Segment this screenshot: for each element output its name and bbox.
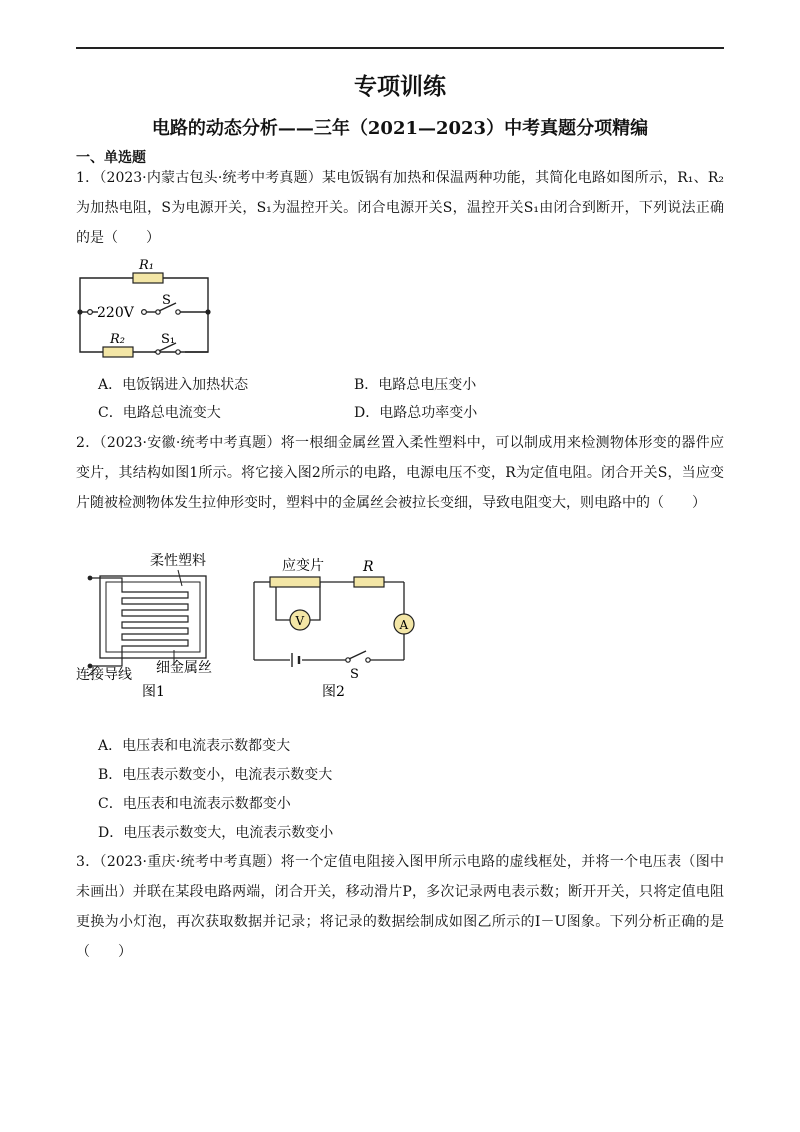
fig1-caption: 图1 [142, 684, 165, 698]
fixed-resistor [354, 577, 384, 587]
r2-resistor [103, 347, 133, 357]
q2-option-b: B．电压表示数变小，电流表示数变大 [98, 767, 333, 783]
q1-stem: 1．（2023·内蒙古包头·统考中考真题）某电饭锅有加热和保温两种功能，其简化电路如图所示，R₁、R₂为加热电阻，S为电源开关，S₁为温控开关。闭合电源开关S，温控开关S₁由闭合到断开，下列说法正确的是（ ） [76, 170, 724, 246]
q2-option-c: C．电压表和电流表示数都变小 [98, 796, 291, 812]
voltage-label: 220V [97, 305, 134, 321]
q2-option-d: D．电压表示数变大，电流表示数变小 [98, 825, 334, 841]
r1-resistor [133, 273, 163, 283]
fig2-caption: 图2 [322, 684, 345, 700]
svg-text:A: A [399, 618, 409, 632]
header-rule [76, 47, 724, 49]
q2-fig2-circuit [246, 556, 426, 706]
lead-wire-label: 连接导线 [76, 667, 132, 683]
q1-option-a: A．电饭锅进入加热状态 [98, 377, 249, 393]
page-title: 专项训练 [354, 73, 446, 100]
switch-label: S [350, 667, 359, 682]
r-label: R [363, 559, 374, 575]
q3-stem: 3．（2023·重庆·统考中考真题）将一个定值电阻接入图甲所示电路的虚线框处，并将一个电压表（图中未画出）并联在某段电路两端，闭合开关，移动滑片P，多次记录两电表示数；断开开关，只将定值电阻更换为小灯泡，再次获取数据并记录；将记录的数据绘制成如图乙所示的I－U图象。下列分析正确的是（ ） [76, 854, 724, 960]
q2-stem: 2．（2023·安徽·统考中考真题）将一根细金属丝置入柔性塑料中，可以制成用来检测物体形变的器件应变片，其结构如图1所示。将它接入图2所示的电路，电源电压不变，R为定值电阻。闭合开关S，当应变片随被检测物体发生拉伸形变时，塑料中的金属丝会被拉长变细，导致电阻变大，则电路中的（ ） [76, 435, 724, 511]
q2-option-a: A．电压表和电流表示数都变大 [98, 738, 291, 754]
q1-circuit-diagram [70, 252, 220, 362]
page-subtitle: 电路的动态分析——三年（2021—2023）中考真题分项精编 [151, 118, 649, 139]
s1-label: S₁ [161, 332, 176, 347]
section-heading: 一、单选题 [76, 150, 146, 166]
r2-label: R₂ [110, 332, 125, 347]
s-label: S [162, 293, 171, 308]
plastic-label: 柔性塑料 [150, 553, 206, 569]
q2-fig1-strain-gauge [70, 548, 240, 698]
svg-text:V: V [295, 614, 305, 628]
q1-option-b: B．电路总电压变小 [354, 377, 477, 393]
strain-gauge-resistor [270, 577, 320, 587]
q1-option-c: C．电路总电流变大 [98, 405, 221, 421]
gauge-label: 应变片 [282, 558, 324, 574]
r1-label: R₁ [139, 258, 154, 273]
q1-option-d: D．电路总功率变小 [354, 405, 478, 421]
metal-wire-label: 细金属丝 [156, 660, 212, 676]
